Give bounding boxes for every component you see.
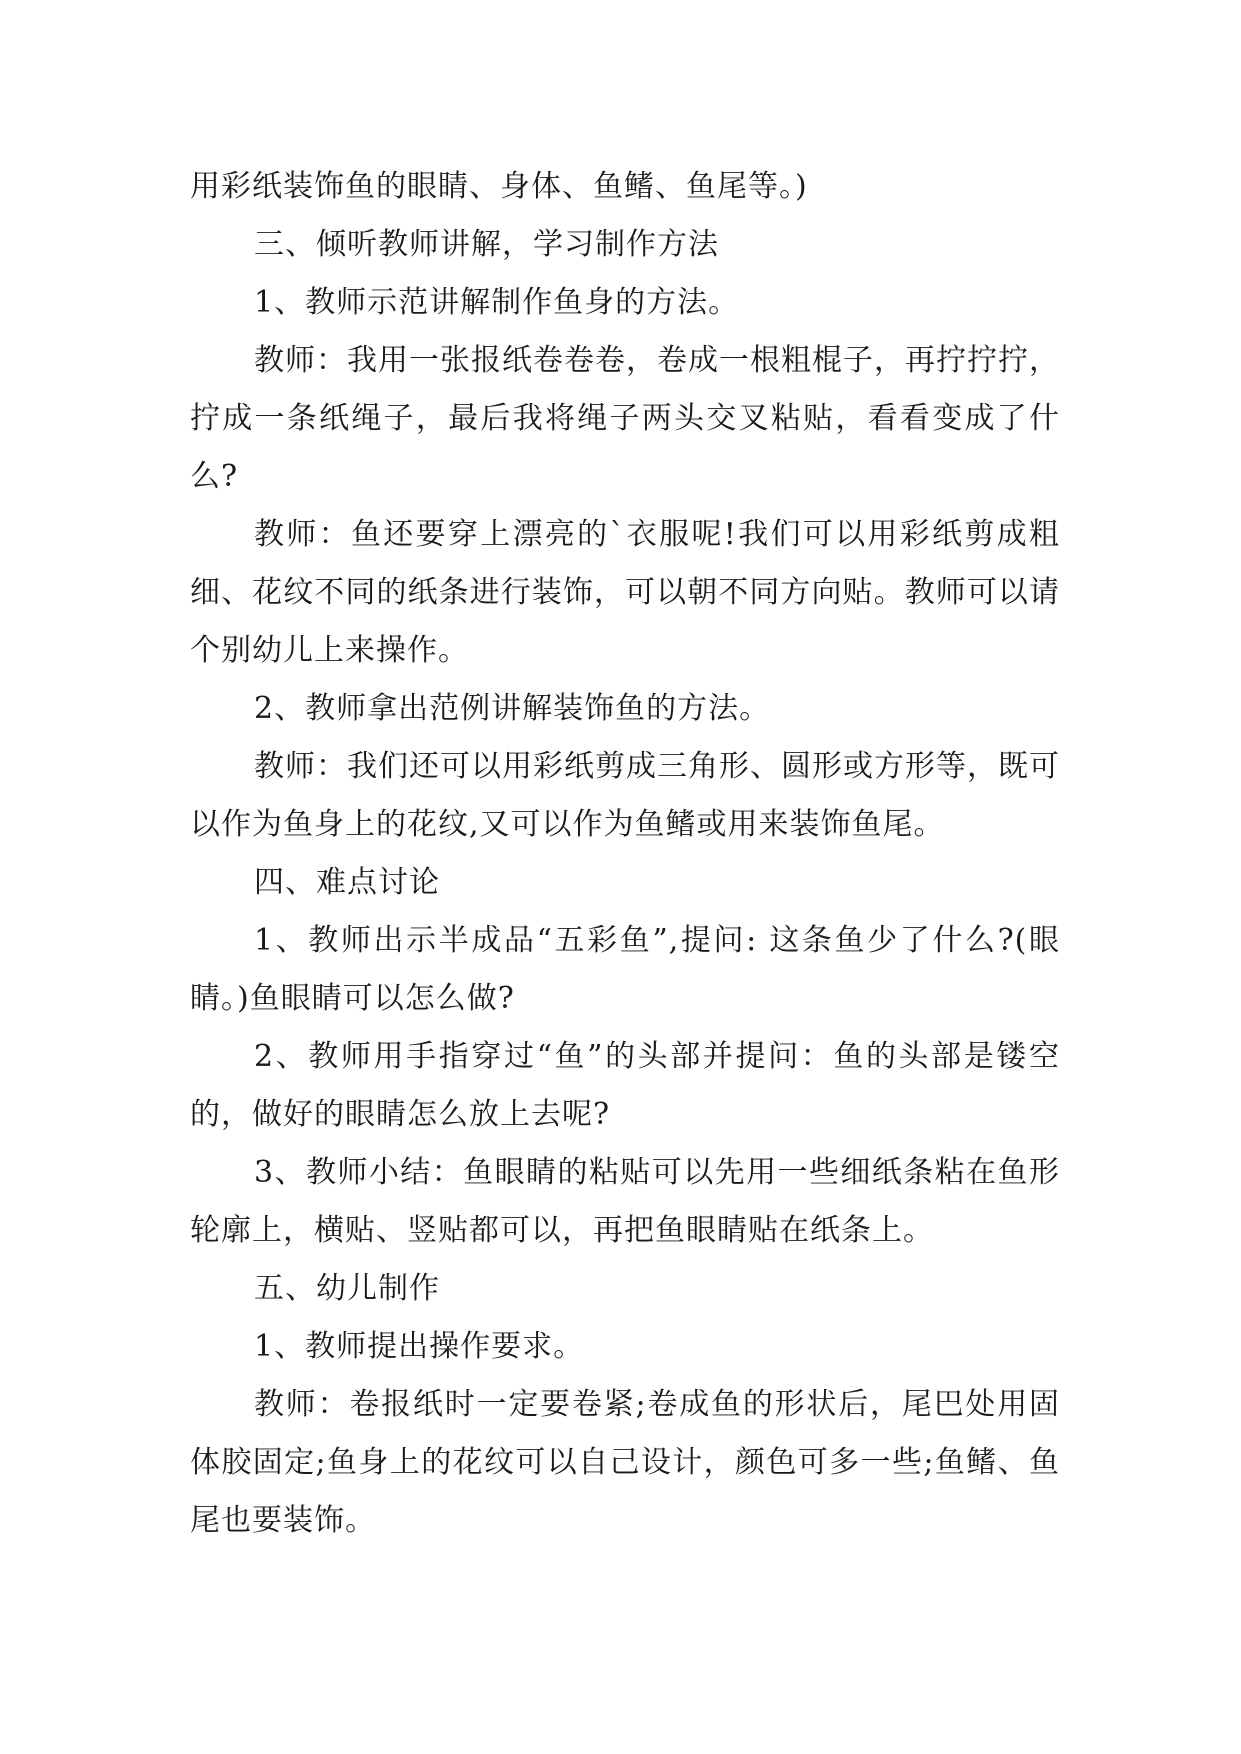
paragraph-teacher-3: 教师：我们还可以用彩纸剪成三角形、圆形或方形等，既可以作为鱼身上的花纹,又可以作为鱼鳍或用来装饰鱼尾。: [190, 749, 1060, 842]
paragraph-1: 用彩纸装饰鱼的眼睛、身体、鱼鳍、鱼尾等。): [190, 169, 808, 204]
paragraph-5-1: 1、教师提出操作要求。: [254, 1329, 585, 1364]
paragraph-3-2: 2、教师拿出范例讲解装饰鱼的方法。: [254, 691, 771, 726]
paragraph-4-3: 3、教师小结：鱼眼睛的粘贴可以先用一些细纸条粘在鱼形轮廓上，横贴、竖贴都可以，再把鱼眼睛贴在纸条上。: [190, 1155, 1060, 1248]
section-heading-4: 四、难点讨论: [254, 865, 440, 900]
paragraph-teacher-1: 教师：我用一张报纸卷卷卷，卷成一根粗棍子，再拧拧拧，拧成一条纸绳子，最后我将绳子两头交叉粘贴，看看变成了什么?: [190, 343, 1060, 494]
paragraph-teacher-2: 教师：鱼还要穿上漂亮的`衣服呢!我们可以用彩纸剪成粗细、花纹不同的纸条进行装饰，可以朝不同方向贴。教师可以请个别幼儿上来操作。: [190, 517, 1060, 668]
paragraph-3-1: 1、教师示范讲解制作鱼身的方法。: [254, 285, 740, 320]
section-heading-5: 五、幼儿制作: [254, 1271, 440, 1306]
paragraph-4-1: 1、教师出示半成品“五彩鱼”,提问: 这条鱼少了什么?(眼睛。)鱼眼睛可以怎么做?: [190, 923, 1060, 1016]
paragraph-teacher-4: 教师：卷报纸时一定要卷紧;卷成鱼的形状后，尾巴处用固体胶固定;鱼身上的花纹可以自己设计，颜色可多一些;鱼鳍、鱼尾也要装饰。: [190, 1387, 1060, 1538]
section-heading-3: 三、倾听教师讲解，学习制作方法: [254, 227, 719, 262]
document-body: [190, 158, 1060, 1550]
paragraph-4-2: 2、教师用手指穿过“鱼”的头部并提问：鱼的头部是镂空的，做好的眼睛怎么放上去呢?: [190, 1039, 1060, 1132]
